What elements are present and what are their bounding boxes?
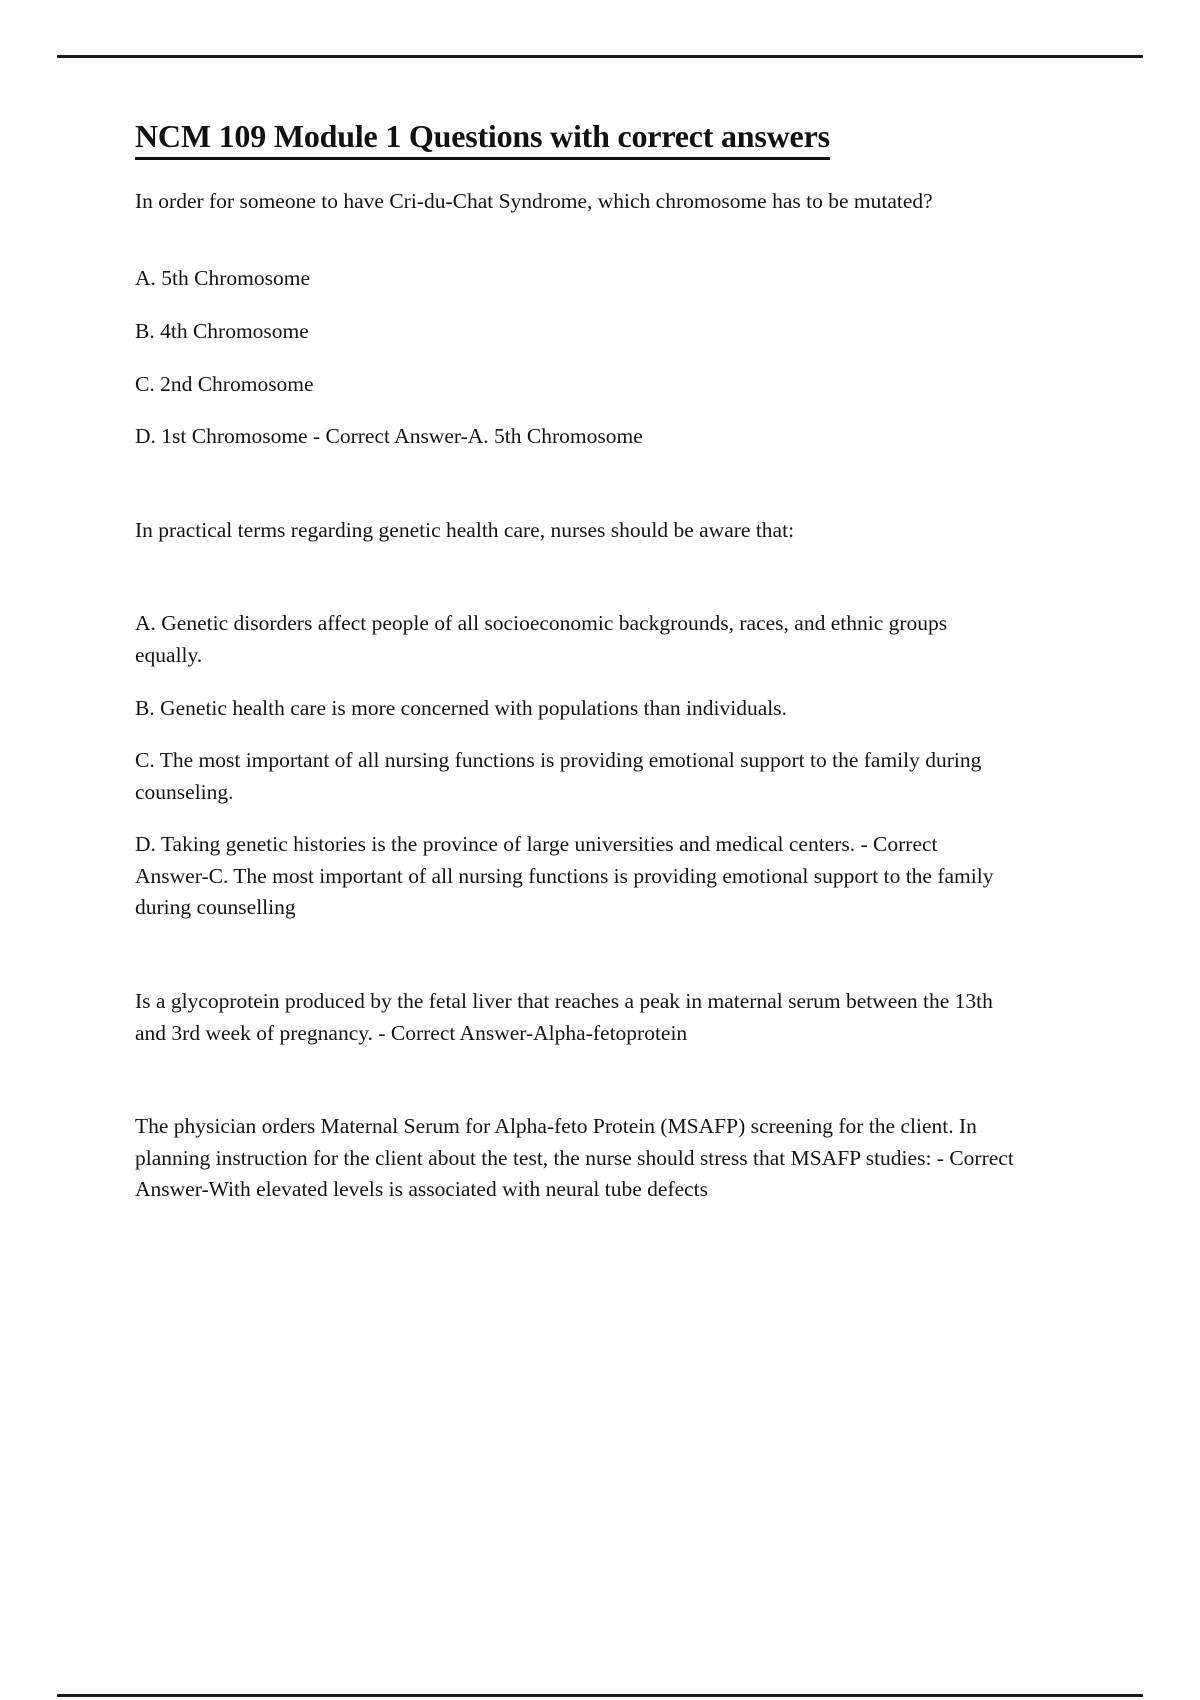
question-2-option-c: C. The most important of all nursing functions is providing emotional support to the family during counseling.: [135, 748, 982, 804]
footer-rule: [57, 1694, 1143, 1697]
question-1-option-c: C. 2nd Chromosome: [135, 371, 314, 396]
question-1-stem: In order for someone to have Cri-du-Chat Syndrome, which chromosome has to be mutated?: [135, 188, 933, 213]
spacer: [135, 672, 1015, 693]
question-1-option-b: B. 4th Chromosome: [135, 318, 309, 343]
question-2-option-b: B. Genetic health care is more concerned with populations than individuals.: [135, 695, 787, 720]
page-title: NCM 109 Module 1 Questions with correct answers: [135, 118, 830, 160]
spacer: [135, 546, 1015, 608]
question-3-with-answer: Is a glycoprotein produced by the fetal liver that reaches a peak in maternal serum between the 13th and 3rd week of pregnancy. - Correct Answer-Alpha-fetoprotein: [135, 989, 993, 1045]
question-1-option-a: A. 5th Chromosome: [135, 266, 310, 291]
spacer: [135, 808, 1015, 829]
spacer: [135, 724, 1015, 745]
spacer: [135, 400, 1015, 421]
question-4-with-answer: The physician orders Maternal Serum for Alpha-feto Protein (MSAFP) screening for the client. In planning instruction for the client about the test, the nurse should stress that MSAFP studies: - Correct Answer-With elevated levels is associated with neural tube defects: [135, 1114, 1014, 1202]
spacer: [135, 295, 1015, 316]
document-body: [135, 118, 1015, 1206]
question-2-option-d-with-answer: D. Taking genetic histories is the province of large universities and medical centers. - Correct Answer-C. The most important of all nursing functions is providing emotional support to the family during counselling: [135, 832, 994, 920]
spacer: [135, 453, 1015, 515]
question-2-stem: In practical terms regarding genetic health care, nurses should be aware that:: [135, 517, 795, 542]
spacer: [135, 217, 1015, 263]
spacer: [135, 348, 1015, 369]
question-1-option-d-with-answer: D. 1st Chromosome - Correct Answer-A. 5th Chromosome: [135, 424, 643, 449]
header-rule: [57, 55, 1143, 58]
question-2-option-a: A. Genetic disorders affect people of all socioeconomic backgrounds, races, and ethnic groups equally.: [135, 611, 948, 667]
spacer: [135, 1049, 1015, 1111]
spacer: [135, 924, 1015, 986]
